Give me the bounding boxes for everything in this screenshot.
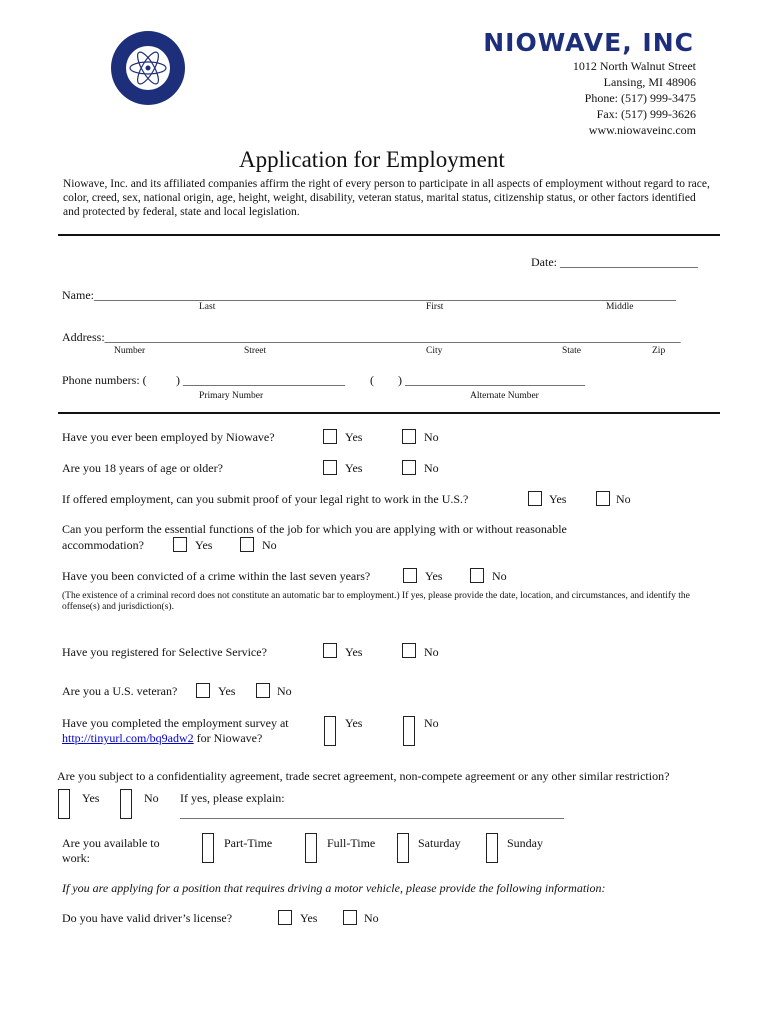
employed-yes-label: Yes — [345, 430, 363, 444]
alternate-phone-field[interactable]: ) ______________________________ — [398, 373, 585, 387]
license-no-label: No — [364, 911, 379, 925]
question-selective-service: Have you registered for Selective Service? — [62, 645, 267, 659]
sunday-label: Sunday — [507, 836, 543, 850]
name-sub-last: Last — [199, 302, 216, 312]
name-sub-middle: Middle — [606, 302, 634, 312]
survey-suffix: for Niowave? — [193, 731, 263, 745]
convicted-yes-label: Yes — [425, 569, 443, 583]
question-age: Are you 18 years of age or older? — [62, 461, 223, 475]
question-license: Do you have valid driver’s license? — [62, 911, 233, 925]
saturday-checkbox[interactable] — [397, 833, 409, 863]
name-field[interactable]: Name:_________________________________________________________________________________________________ — [62, 288, 676, 302]
address-field[interactable]: Address:________________________________________________________________________________________________ — [62, 330, 681, 344]
address-sub-state: State — [562, 346, 581, 356]
license-yes-label: Yes — [300, 911, 318, 925]
full-time-label: Full-Time — [327, 836, 376, 850]
sunday-checkbox[interactable] — [486, 833, 498, 863]
company-address — [573, 58, 696, 138]
phone-sub-primary: Primary Number — [199, 391, 264, 401]
age-yes-checkbox[interactable] — [323, 460, 337, 475]
essential-no-label: No — [262, 538, 277, 552]
company-name: NIOWAVE, INC — [483, 28, 694, 57]
essential-no-checkbox[interactable] — [240, 537, 254, 552]
niowave-logo — [110, 30, 186, 106]
employed-no-checkbox[interactable] — [402, 429, 416, 444]
survey-yes-label: Yes — [345, 716, 363, 730]
address-sub-city: City — [426, 346, 443, 356]
phone-sub-alternate: Alternate Number — [470, 391, 539, 401]
address-line-website: www.niowaveinc.com — [588, 123, 696, 137]
survey-link[interactable]: http://tinyurl.com/bq9adw2 — [62, 731, 194, 745]
veteran-no-checkbox[interactable] — [256, 683, 270, 698]
selective-no-checkbox[interactable] — [402, 643, 416, 658]
question-convicted: Have you been convicted of a crime within the last seven years? — [62, 569, 371, 583]
confidentiality-yes-checkbox[interactable] — [58, 789, 70, 819]
age-no-label: No — [424, 461, 439, 475]
phone-label: Phone numbers: ( — [62, 373, 147, 387]
selective-no-label: No — [424, 645, 439, 659]
address-sub-street: Street — [244, 346, 267, 356]
convicted-note: (The existence of a criminal record does not constitute an automatic bar to employment.) If yes, please provide the date, location, and circumstances, and identify the offense(s) and jurisdiction(s). — [62, 591, 690, 612]
question-veteran: Are you a U.S. veteran? — [62, 684, 178, 698]
age-yes-label: Yes — [345, 461, 363, 475]
essential-yes-checkbox[interactable] — [173, 537, 187, 552]
part-time-checkbox[interactable] — [202, 833, 214, 863]
legal-yes-label: Yes — [549, 492, 567, 506]
address-sub-number: Number — [114, 346, 146, 356]
selective-yes-label: Yes — [345, 645, 363, 659]
question-employed: Have you ever been employed by Niowave? — [62, 430, 275, 444]
legal-no-label: No — [616, 492, 631, 506]
survey-yes-checkbox[interactable] — [324, 716, 336, 746]
question-legal-right: If offered employment, can you submit proof of your legal right to work in the U.S.? — [62, 492, 469, 506]
primary-phone-field[interactable]: ) ___________________________ — [176, 373, 345, 387]
veteran-no-label: No — [277, 684, 292, 698]
question-availability-cont: work: — [62, 851, 90, 865]
confidentiality-no-label: No — [144, 791, 159, 805]
question-survey-cont — [62, 731, 262, 745]
convicted-no-checkbox[interactable] — [470, 568, 484, 583]
selective-yes-checkbox[interactable] — [323, 643, 337, 658]
date-field[interactable]: Date: _______________________ — [531, 255, 698, 269]
veteran-yes-checkbox[interactable] — [196, 683, 210, 698]
address-line-fax: Fax: (517) 999-3626 — [596, 107, 696, 121]
explain-field[interactable]: ________________________________________________________________ — [180, 806, 564, 820]
address-sub-zip: Zip — [652, 346, 666, 356]
survey-no-label: No — [424, 716, 439, 730]
survey-no-checkbox[interactable] — [403, 716, 415, 746]
employed-yes-checkbox[interactable] — [323, 429, 337, 444]
question-survey: Have you completed the employment survey at — [62, 716, 289, 730]
name-sub-first: First — [426, 302, 444, 312]
legal-no-checkbox[interactable] — [596, 491, 610, 506]
page-title: Application for Employment — [239, 147, 505, 172]
veteran-yes-label: Yes — [218, 684, 236, 698]
convicted-yes-checkbox[interactable] — [403, 568, 417, 583]
employed-no-label: No — [424, 430, 439, 444]
legal-yes-checkbox[interactable] — [528, 491, 542, 506]
driving-note: If you are applying for a position that requires driving a motor vehicle, please provide the following information: — [62, 881, 606, 895]
question-essential-functions: Can you perform the essential functions of the job for which you are applying with or without reasonable — [62, 522, 567, 536]
license-no-checkbox[interactable] — [343, 910, 357, 925]
address-line-city: Lansing, MI 48906 — [603, 75, 696, 89]
alternate-phone-open: ( — [370, 373, 374, 387]
explain-label: If yes, please explain: — [180, 791, 285, 805]
question-confidentiality: Are you subject to a confidentiality agreement, trade secret agreement, non-compete agreement or any other similar restriction? — [57, 769, 670, 783]
license-yes-checkbox[interactable] — [278, 910, 292, 925]
confidentiality-no-checkbox[interactable] — [120, 789, 132, 819]
question-availability: Are you available to — [62, 836, 160, 850]
convicted-no-label: No — [492, 569, 507, 583]
divider-middle — [58, 412, 720, 414]
essential-yes-label: Yes — [195, 538, 213, 552]
address-line-phone: Phone: (517) 999-3475 — [584, 91, 696, 105]
saturday-label: Saturday — [418, 836, 461, 850]
age-no-checkbox[interactable] — [402, 460, 416, 475]
part-time-label: Part-Time — [224, 836, 273, 850]
full-time-checkbox[interactable] — [305, 833, 317, 863]
confidentiality-yes-label: Yes — [82, 791, 100, 805]
intro-paragraph: Niowave, Inc. and its affiliated companies affirm the right of every person to participate in all aspects of employment without regard to race, color, creed, sex, national origin, age, height, weight, disability, veteran status, marital status, citizenship status, or other factors identified and protected by federal, state and local legislation. — [63, 178, 710, 218]
divider-top — [58, 234, 720, 236]
question-essential-functions-cont: accommodation? — [62, 538, 144, 552]
address-line-street: 1012 North Walnut Street — [572, 59, 696, 73]
